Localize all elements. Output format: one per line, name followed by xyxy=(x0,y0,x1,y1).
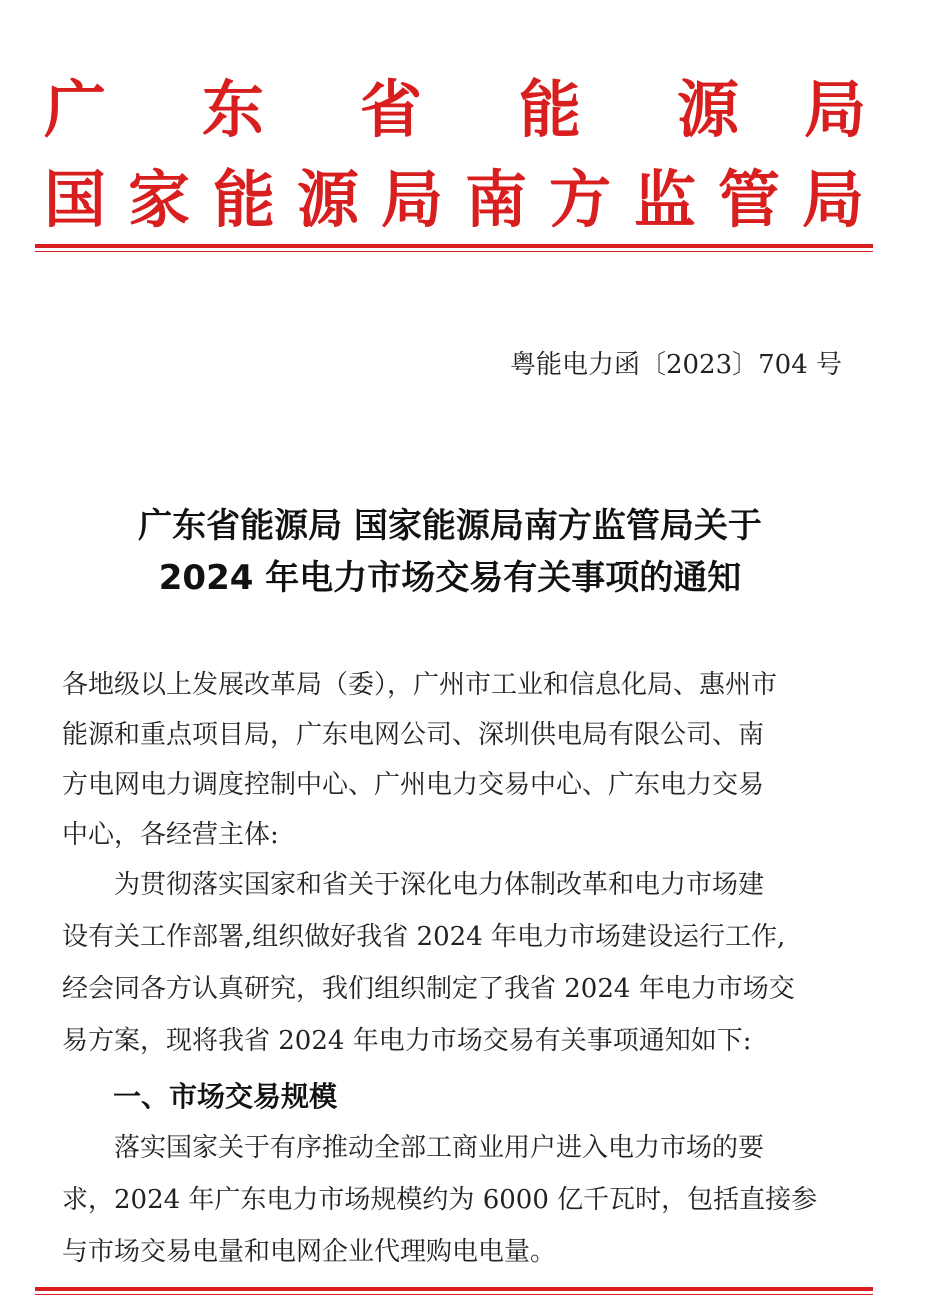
footer-rule-thin xyxy=(35,1294,873,1295)
addressee-line: 能源和重点项目局，广东电网公司、深圳供电局有限公司、南 xyxy=(62,720,765,750)
letterhead-char: 监 xyxy=(633,163,696,236)
paragraph-line: 易方案，现将我省 2024 年电力市场交易有关事项通知如下: xyxy=(62,1026,752,1056)
letterhead-line-2 xyxy=(0,150,950,250)
letterhead-char: 家 xyxy=(127,163,190,236)
letterhead-char: 东 xyxy=(201,73,264,146)
document-title-line-2: 2024 年电力市场交易有关事项的通知 xyxy=(158,558,742,598)
letterhead-char: 南 xyxy=(464,163,527,236)
letterhead-char: 源 xyxy=(676,73,739,146)
letterhead-char: 局 xyxy=(380,163,443,236)
section-heading: 一、市场交易规模 xyxy=(113,1080,338,1113)
letterhead-char: 广 xyxy=(43,73,106,146)
letterhead-char: 管 xyxy=(717,163,780,236)
letterhead-char: 源 xyxy=(296,163,359,236)
letterhead-line-1 xyxy=(0,60,950,160)
letterhead-char: 能 xyxy=(212,163,275,236)
addressee-line: 方电网电力调度控制中心、广州电力交易中心、广东电力交易 xyxy=(62,770,765,800)
document-number: 粤能电力函〔2023〕704 号 xyxy=(509,350,842,380)
letterhead-char: 局 xyxy=(801,163,864,236)
footer-rule-thick xyxy=(35,1287,873,1291)
letterhead-char: 方 xyxy=(548,163,611,236)
paragraph-line: 求，2024 年广东电力市场规模约为 6000 亿千瓦时，包括直接参 xyxy=(62,1185,818,1215)
letterhead-char: 国 xyxy=(43,163,106,236)
document-title-line-1: 广东省能源局 国家能源局南方监管局关于 xyxy=(138,506,762,546)
addressee-line: 中心，各经营主体: xyxy=(62,820,279,850)
paragraph-line: 经会同各方认真研究，我们组织制定了我省 2024 年电力市场交 xyxy=(62,974,795,1004)
letterhead-char: 省 xyxy=(359,73,422,146)
header-rule-thick xyxy=(35,244,873,248)
paragraph-line: 与市场交易电量和电网企业代理购电电量。 xyxy=(62,1237,557,1267)
letterhead-char: 局 xyxy=(803,73,866,146)
header-rule-thin xyxy=(35,251,873,252)
paragraph-line: 设有关工作部署,组织做好我省 2024 年电力市场建设运行工作, xyxy=(62,922,786,952)
addressee-line: 各地级以上发展改革局（委），广州市工业和信息化局、惠州市 xyxy=(62,670,778,700)
paragraph-line: 为贯彻落实国家和省关于深化电力体制改革和电力市场建 xyxy=(62,870,765,900)
paragraph-line: 落实国家关于有序推动全部工商业用户进入电力市场的要 xyxy=(62,1133,765,1163)
letterhead-char: 能 xyxy=(518,73,581,146)
